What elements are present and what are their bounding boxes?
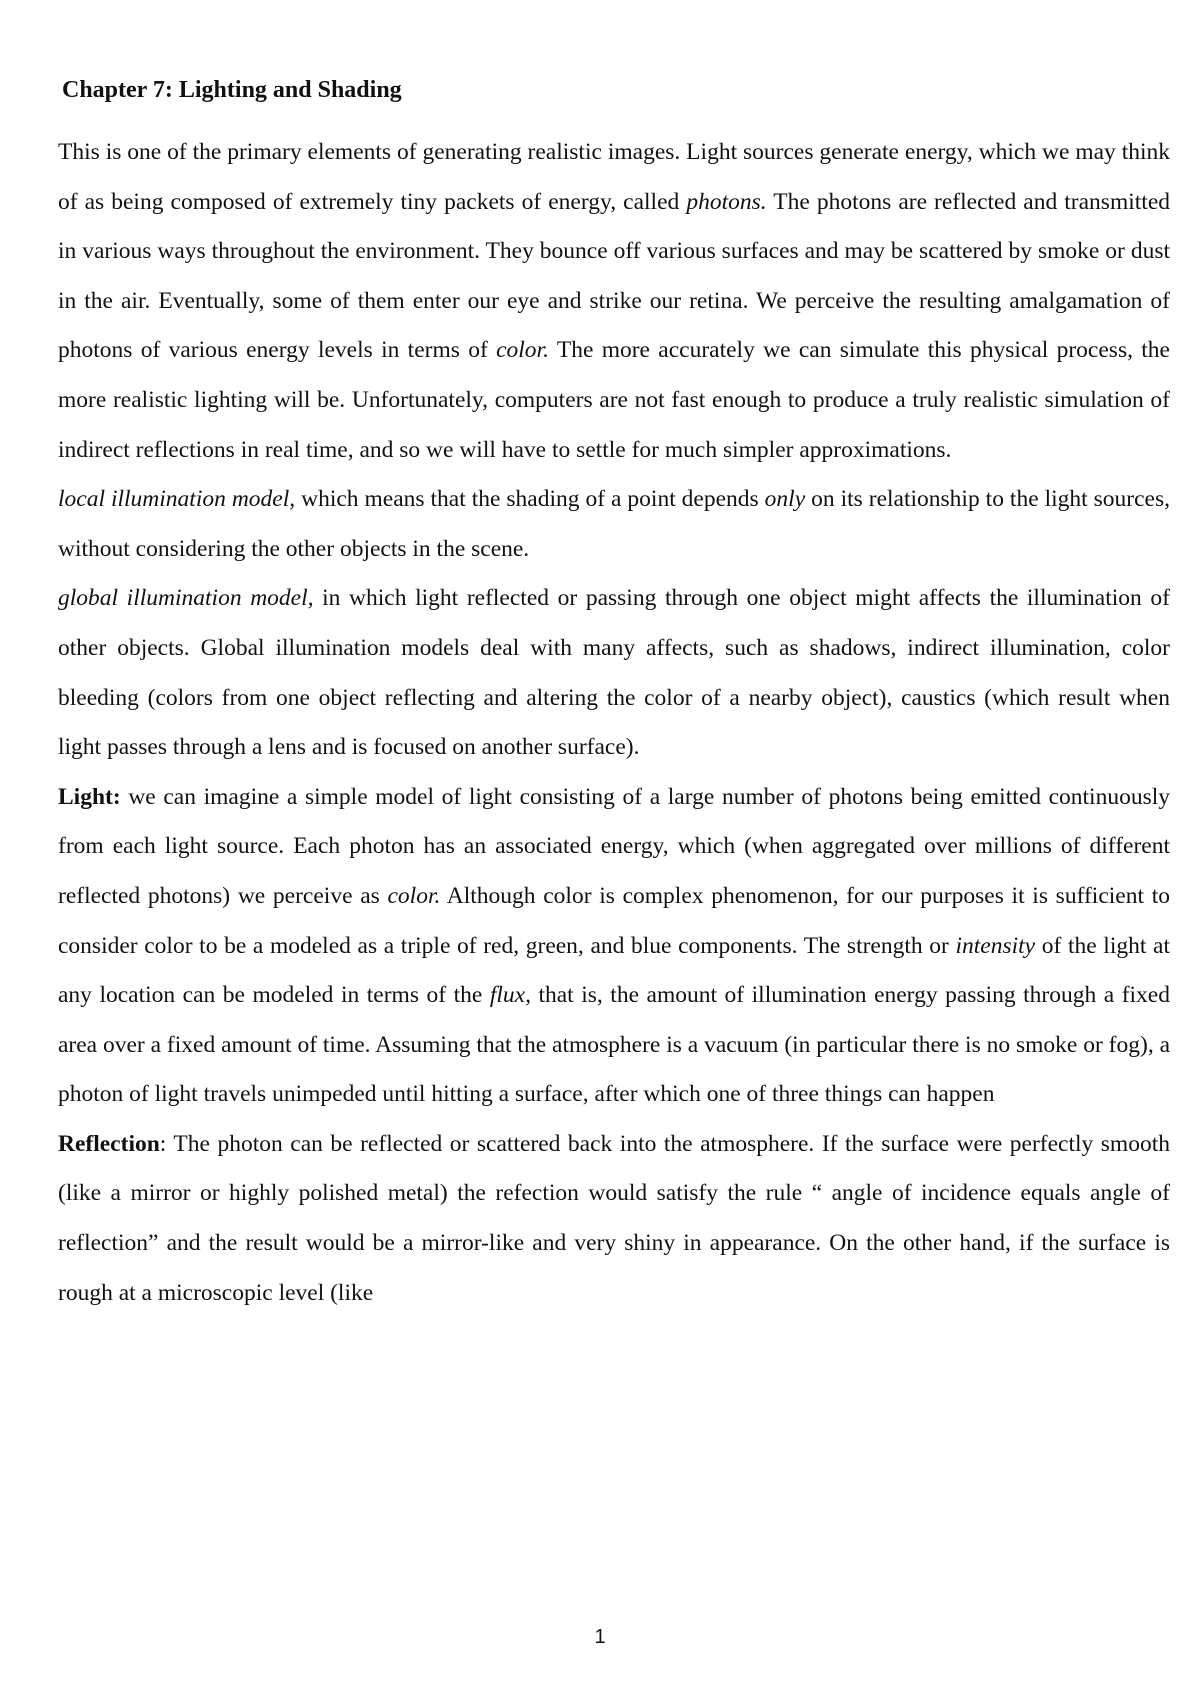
text-span: Although color is complex phenomenon, for our purposes it is sufficient to consider color to be a modeled as a triple of red, green, and blue components. The strength or bbox=[58, 882, 1170, 959]
text-span: that is, the amount of illumination energy passing through a fixed area over a fixed amount of time. Assuming that the atmosphere is a vacuum (in particular there is no smoke or fog), a photon of light travels unimpeded until hitting a surface, after which one of three things can happen bbox=[58, 982, 1170, 1108]
italic-term-intensity: intensity bbox=[955, 932, 1036, 959]
italic-term-global-illumination: global illumination model, bbox=[58, 585, 314, 612]
text-span: on its relationship to the light sources, without considering the other objects in the scene. bbox=[58, 486, 1170, 562]
text-span: in which light reflected or passing through one object might affects the illumination of other objects. Global illumination models deal with many affects, such as shadows, indirect illumination, color bleeding (colors from one object reflecting and altering the color of a nearby object), caustics (which result when light passes through a lens and is focused on another surface). bbox=[58, 585, 1170, 761]
text-span: This is one of the primary elements of generating realistic images. Light sources generate energy, which we may think of as being composed of extremely tiny packets of energy, called bbox=[58, 139, 1170, 215]
text-span: : The photon can be reflected or scattered back into the atmosphere. If the surface were perfectly smooth (like a mirror or highly polished metal) the refection would satisfy the rule “ angle of incidence equals angle of reflection” and the result would be a mirror-like and very shiny in appearance. On the other hand, if the surface is rough at a microscopic level (like bbox=[58, 1130, 1170, 1306]
local-illumination-paragraph bbox=[58, 475, 1170, 574]
document-page bbox=[58, 72, 1170, 1318]
bold-term-light: Light: bbox=[58, 783, 121, 810]
italic-term-flux: flux, bbox=[489, 982, 531, 1009]
italic-term-only: only bbox=[764, 486, 806, 513]
italic-term-photons: photons. bbox=[686, 188, 767, 215]
italic-term-color: color. bbox=[496, 337, 549, 364]
text-span: of the light at any location can be modeled in terms of the bbox=[58, 932, 1170, 1009]
chapter-title: Chapter 7: Lighting and Shading bbox=[62, 77, 402, 103]
global-illumination-paragraph bbox=[58, 574, 1170, 772]
italic-term-local-illumination: local illumination model, bbox=[58, 486, 296, 513]
bold-term-reflection: Reflection bbox=[58, 1130, 160, 1157]
text-span: we can imagine a simple model of light consisting of a large number of photons being emitted continuously from each light source. Each photon has an associated energy, which (when aggregated over millions of different reflected photons) we perceive as bbox=[58, 783, 1170, 909]
intro-paragraph bbox=[58, 128, 1170, 475]
italic-term-color: color. bbox=[387, 882, 441, 909]
page-number: 1 bbox=[594, 1626, 606, 1648]
text-span: The more accurately we can simulate this physical process, the more realistic lighting will be. Unfortunately, computers are not fast enough to produce a truly realistic simulation of indirect reflections in real time, and so we will have to settle for much simpler approximations. bbox=[58, 337, 1170, 463]
reflection-paragraph bbox=[58, 1120, 1170, 1318]
light-paragraph bbox=[58, 773, 1170, 1120]
text-span: The photons are reflected and transmitted in various ways throughout the environment. They bounce off various surfaces and may be scattered by smoke or dust in the air. Eventually, some of them enter our eye and strike our retina. We perceive the resulting amalgamation of photons of various energy levels in terms of bbox=[58, 188, 1170, 364]
text-span: which means that the shading of a point depends bbox=[295, 486, 765, 513]
